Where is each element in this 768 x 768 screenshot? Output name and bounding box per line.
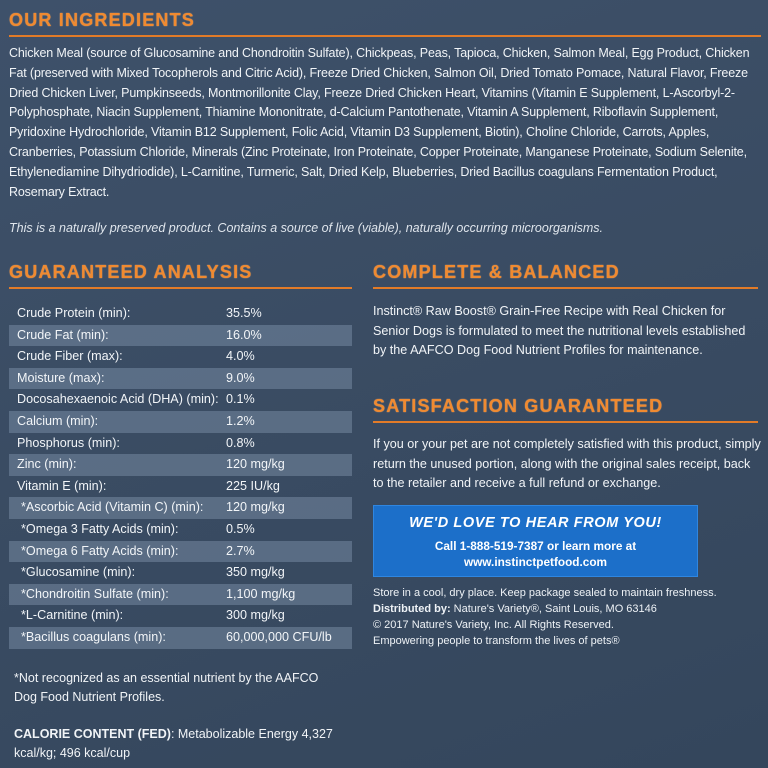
- analysis-row-label: Calcium (min):: [17, 413, 99, 428]
- distributor-label: Distributed by:: [373, 603, 451, 615]
- natural-preservation-note: This is a naturally preserved product. Contains a source of live (viable), naturally occurring microorganisms.: [9, 221, 604, 235]
- copyright-notice: © 2017 Nature's Variety, Inc. All Rights Reserved.: [373, 619, 614, 631]
- analysis-row-value: 4.0%: [226, 349, 255, 364]
- analysis-row: [9, 454, 352, 476]
- analysis-row: [9, 368, 352, 390]
- analysis-row: [9, 325, 352, 347]
- analysis-row: [9, 476, 352, 498]
- guaranteed-analysis-rule: [9, 287, 352, 289]
- calorie-content: [14, 725, 354, 763]
- analysis-row-label: *L-Carnitine (min):: [21, 608, 124, 623]
- analysis-row-label: *Glucosamine (min):: [21, 565, 136, 580]
- analysis-row: [9, 303, 352, 325]
- analysis-row-label: Moisture (max):: [17, 370, 105, 385]
- analysis-row: [9, 627, 352, 649]
- analysis-row-value: 16.0%: [226, 327, 262, 342]
- satisfaction-rule: [373, 421, 758, 423]
- satisfaction-text: If you or your pet are not completely satisfied with this product, simply return the unused portion, along with the original sales receipt, back to the retailer and receive a full refund or exchange.: [373, 437, 761, 490]
- analysis-row-label: *Ascorbic Acid (Vitamin C) (min):: [21, 500, 204, 515]
- analysis-row-value: 1,100 mg/kg: [226, 586, 296, 601]
- brand-tagline: Empowering people to transform the lives of pets®: [373, 635, 620, 647]
- analysis-row-label: Phosphorus (min):: [17, 435, 120, 450]
- ingredients-heading: OUR INGREDIENTS: [9, 10, 196, 30]
- guaranteed-analysis-heading: GUARANTEED ANALYSIS: [9, 262, 253, 282]
- analysis-row: [9, 605, 352, 627]
- analysis-row-value: 350 mg/kg: [226, 565, 285, 580]
- analysis-row-label: Crude Fat (min):: [17, 327, 109, 342]
- contact-phone-line: Call 1-888-519-7387 or learn more at: [434, 539, 637, 553]
- distributor-address: Nature's Variety®, Saint Louis, MO 63146: [450, 603, 657, 615]
- analysis-row: [9, 389, 352, 411]
- ingredients-list: Chicken Meal (source of Glucosamine and Chondroitin Sulfate), Chickpeas, Peas, Tapioca, Chicken, Salmon Meal, Egg Product, Chicken Fat (preserved with Mixed Tocopherols and Citric Acid), Freeze Dried Chicken, Salmon Oil, Dried Tomato Pomace, Natural Flavor, Freeze Dried Chicken Liver, Pumpkinseeds, Montmorillonite Clay, Freeze Dried Chicken Heart, Vitamins (Vitamin E Supplement, L-Ascorbyl-2-Polyphosphate, Niacin Supplement, Thiamine Mononitrate, d-Calcium Pantothenate, Vitamin A Supplement, Riboflavin Supplement, Pyridoxine Hydrochloride, Vitamin B12 Supplement, Folic Acid, Vitamin D3 Supplement, Biotin), Choline Chloride, Carrots, Apples, Cranberries, Potassium Chloride, Minerals (Zinc Proteinate, Iron Proteinate, Copper Proteinate, Manganese Proteinate, Sodium Selenite, Ethylenediamine Dihydriodide), L-Carnitine, Turmeric, Salt, Dried Kelp, Blueberries, Dried Bacillus coagulans Fermentation Product, Rosemary Extract.: [9, 46, 750, 199]
- calorie-content-label: CALORIE CONTENT (FED): [14, 727, 171, 741]
- analysis-row: [9, 541, 352, 563]
- analysis-row-value: 120 mg/kg: [226, 500, 285, 515]
- calorie-content-value: : Metabolizable Energy 4,327 kcal/kg; 496 kcal/cup: [14, 727, 333, 760]
- guaranteed-analysis-table: [9, 303, 352, 649]
- complete-balanced-heading: COMPLETE & BALANCED: [373, 262, 620, 282]
- analysis-row-value: 1.2%: [226, 413, 255, 428]
- analysis-row: [9, 584, 352, 606]
- analysis-row-label: *Bacillus coagulans (min):: [21, 629, 166, 644]
- analysis-row-label: Crude Protein (min):: [17, 306, 131, 320]
- analysis-row-label: *Omega 6 Fatty Acids (min):: [21, 543, 179, 558]
- analysis-row-value: 0.1%: [226, 392, 255, 407]
- analysis-row-label: Vitamin E (min):: [17, 478, 107, 493]
- analysis-row: [9, 346, 352, 368]
- satisfaction-heading: SATISFACTION GUARANTEED: [373, 396, 664, 416]
- contact-banner-title: WE'D LOVE TO HEAR FROM YOU!: [409, 515, 662, 531]
- analysis-row-value: 225 IU/kg: [226, 478, 280, 493]
- contact-website-link[interactable]: www.instinctpetfood.com: [463, 555, 608, 569]
- analysis-row-label: Crude Fiber (max):: [17, 349, 123, 364]
- complete-balanced-text: Instinct® Raw Boost® Grain-Free Recipe with Real Chicken for Senior Dogs is formulated to meet the nutritional levels established by the AAFCO Dog Food Nutrient Profiles for maintenance.: [373, 304, 746, 357]
- analysis-row-label: Docosahexaenoic Acid (DHA) (min):: [17, 392, 219, 407]
- analysis-row-value: 120 mg/kg: [226, 457, 285, 472]
- analysis-row: [9, 433, 352, 455]
- analysis-row-label: *Chondroitin Sulfate (min):: [21, 586, 169, 601]
- analysis-row-label: Zinc (min):: [17, 457, 77, 472]
- analysis-row-value: 60,000,000 CFU/lb: [226, 629, 332, 644]
- analysis-row: [9, 562, 352, 584]
- distributor-info: [373, 601, 657, 618]
- analysis-row: [9, 411, 352, 433]
- storage-instructions: Store in a cool, dry place. Keep package sealed to maintain freshness.: [373, 587, 717, 599]
- analysis-row-value: 0.8%: [226, 435, 255, 450]
- contact-banner: [373, 505, 698, 577]
- ingredients-heading-rule: [9, 35, 761, 37]
- analysis-row-value: 300 mg/kg: [226, 608, 285, 623]
- analysis-row-value: 2.7%: [226, 543, 255, 558]
- analysis-row-value: 0.5%: [226, 521, 255, 536]
- aafco-footnote: *Not recognized as an essential nutrient by the AAFCO Dog Food Nutrient Profiles.: [14, 671, 319, 704]
- analysis-row: [9, 519, 352, 541]
- analysis-row-value: 9.0%: [226, 370, 255, 385]
- analysis-row: [9, 497, 352, 519]
- analysis-row-value: 35.5%: [226, 306, 262, 320]
- analysis-row-label: *Omega 3 Fatty Acids (min):: [21, 521, 179, 536]
- complete-balanced-rule: [373, 287, 758, 289]
